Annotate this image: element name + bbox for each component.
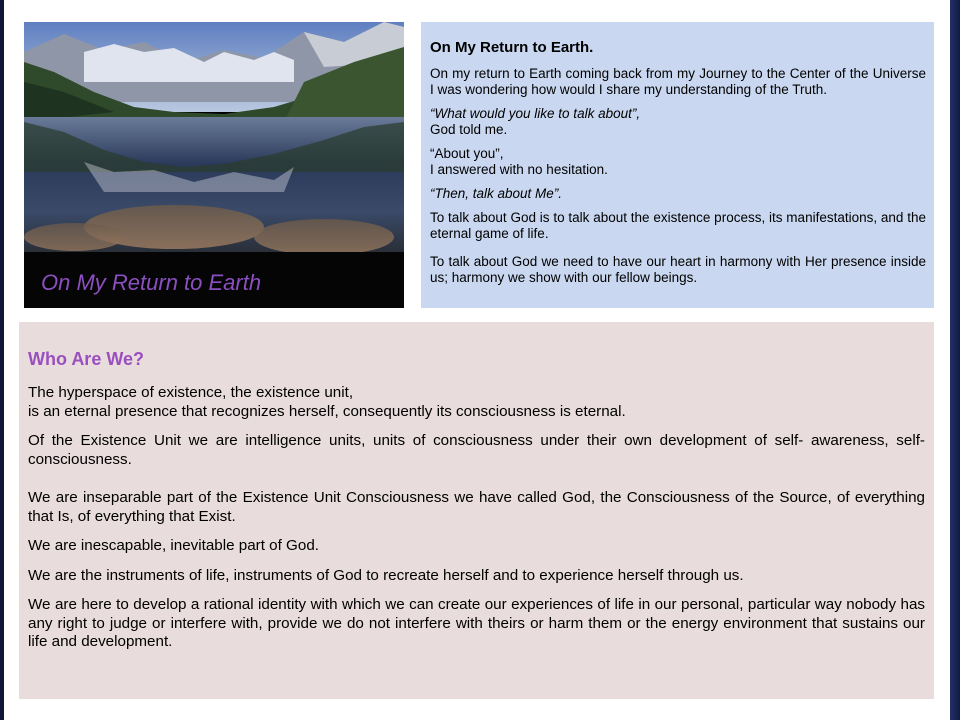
quote-1-attribution: God told me. bbox=[430, 122, 508, 137]
who-are-we-section bbox=[19, 322, 934, 699]
mountain-lake-photo bbox=[24, 22, 404, 308]
section-paragraph-5: We are the instruments of life, instruments of God to recreate herself and to experience herself through us. bbox=[28, 566, 744, 584]
section-paragraph-1 bbox=[28, 384, 925, 421]
section-paragraph-6: We are here to develop a rational identity with which we can create our experiences of life in our personal, particular way nobody has any right to judge or interfere with, provide we do not interfere with theirs or harm them or the energy environment that sustains our life and development. bbox=[28, 596, 925, 650]
right-frame-edge bbox=[950, 0, 960, 720]
section-paragraph-3: We are inseparable part of the Existence Unit Consciousness we have called God, the Consciousness of the Source, of everything that Is, of everything that Exist. bbox=[28, 489, 925, 525]
intro-paragraph-1: On my return to Earth coming back from my Journey to the Center of the Universe I was wondering how would I share my understanding of the Truth. bbox=[430, 66, 926, 97]
intro-paragraph-2: To talk about God is to talk about the existence process, its manifestations, and the eternal game of life. bbox=[430, 210, 926, 241]
slide-page bbox=[4, 0, 950, 720]
section-paragraph-4: We are inescapable, inevitable part of God. bbox=[28, 537, 319, 554]
photo-caption: On My Return to Earth bbox=[41, 270, 262, 295]
section-heading: Who Are We? bbox=[28, 349, 144, 369]
quote-2-attribution: I answered with no hesitation. bbox=[430, 162, 608, 177]
intro-paragraph-3: To talk about God we need to have our heart in harmony with Her presence inside us; harmony we show with our fellow beings. bbox=[430, 254, 926, 285]
quote-1: “What would you like to talk about”, bbox=[430, 106, 641, 121]
section-paragraph-1-line-2: is an eternal presence that recognizes herself, consequently its consciousness is eternal. bbox=[28, 402, 626, 420]
section-paragraph-1-line-1: The hyperspace of existence, the existence unit, bbox=[28, 384, 354, 401]
section-paragraph-2: Of the Existence Unit we are intelligence units, units of consciousness under their own development of self- awareness, self-consciousness. bbox=[28, 432, 925, 468]
intro-title: On My Return to Earth. bbox=[430, 39, 594, 56]
quote-3: “Then, talk about Me”. bbox=[430, 186, 563, 201]
quote-2: “About you”, bbox=[430, 146, 504, 161]
quote-block-1 bbox=[430, 106, 926, 138]
quote-block-2 bbox=[430, 146, 926, 178]
lake-landscape-image bbox=[24, 22, 404, 308]
intro-panel bbox=[421, 22, 934, 308]
